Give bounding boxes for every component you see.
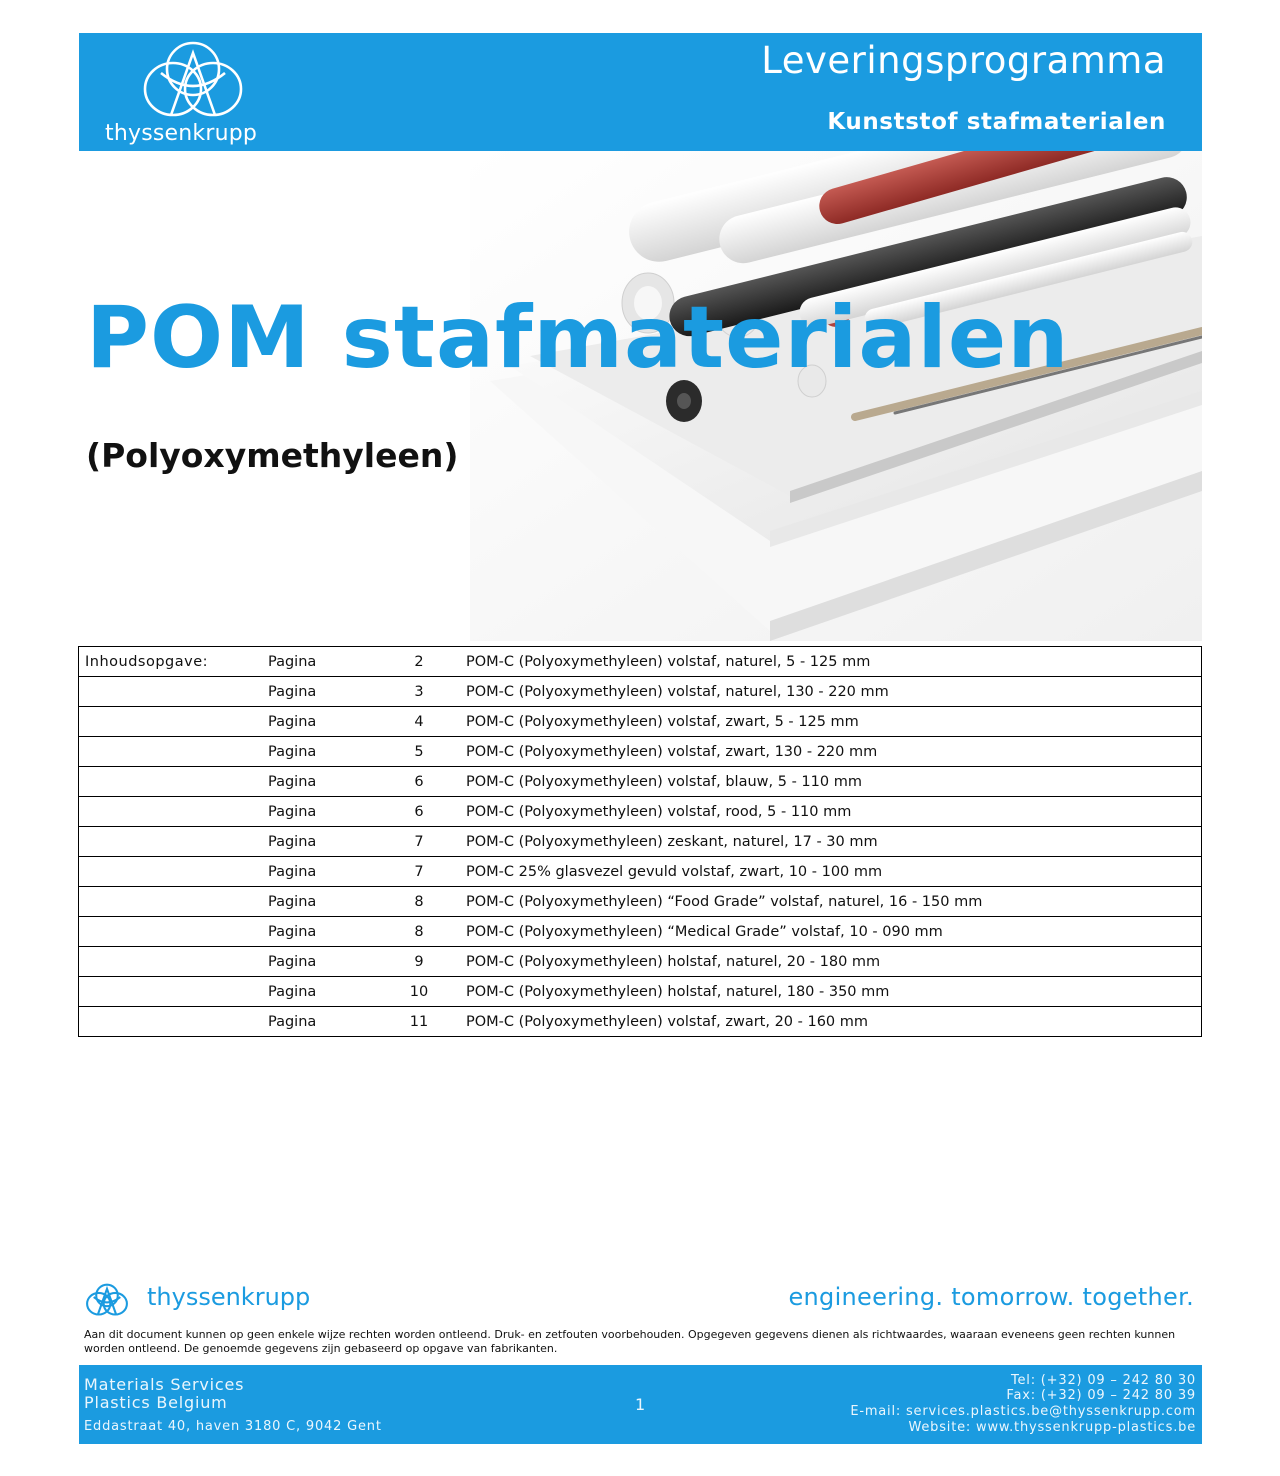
toc-page-number: 7 bbox=[378, 827, 460, 857]
toc-page-label: Pagina bbox=[268, 857, 378, 887]
toc-description: POM-C 25% glasvezel gevuld volstaf, zwart, 10 - 100 mm bbox=[460, 857, 1202, 887]
toc-description: POM-C (Polyoxymethyleen) zeskant, naturel, 17 - 30 mm bbox=[460, 827, 1202, 857]
footer-tagline: engineering. tomorrow. together. bbox=[788, 1283, 1194, 1311]
company-address: Eddastraat 40, haven 3180 C, 9042 Gent bbox=[84, 1419, 382, 1434]
company-name: Materials Services bbox=[84, 1375, 245, 1394]
toc-page-label: Pagina bbox=[268, 707, 378, 737]
toc-page-number: 11 bbox=[378, 1007, 460, 1037]
toc-page-label: Pagina bbox=[268, 647, 378, 677]
toc-page-label: Pagina bbox=[268, 917, 378, 947]
contact-fax: Fax: (+32) 09 – 242 80 39 bbox=[1006, 1388, 1196, 1403]
toc-page-number: 5 bbox=[378, 737, 460, 767]
toc-label-empty bbox=[79, 737, 269, 767]
toc-label-empty bbox=[79, 677, 269, 707]
document-title: POM stafmaterialen bbox=[86, 288, 1070, 388]
toc-label-empty bbox=[79, 767, 269, 797]
toc-page-number: 8 bbox=[378, 917, 460, 947]
document-subtitle: (Polyoxymethyleen) bbox=[86, 436, 459, 475]
toc-row bbox=[79, 887, 1202, 917]
toc-page-number: 4 bbox=[378, 707, 460, 737]
toc-table bbox=[78, 646, 1202, 1037]
toc-page-label: Pagina bbox=[268, 887, 378, 917]
toc-row bbox=[79, 797, 1202, 827]
toc-page-number: 8 bbox=[378, 887, 460, 917]
company-division: Plastics Belgium bbox=[84, 1393, 228, 1412]
toc-page-number: 2 bbox=[378, 647, 460, 677]
toc-label: Inhoudsopgave: bbox=[79, 647, 269, 677]
toc-row bbox=[79, 677, 1202, 707]
toc-row bbox=[79, 647, 1202, 677]
toc-label-empty bbox=[79, 947, 269, 977]
toc-row bbox=[79, 977, 1202, 1007]
toc-description: POM-C (Polyoxymethyleen) “Medical Grade” volstaf, 10 - 090 mm bbox=[460, 917, 1202, 947]
thyssenkrupp-logo-icon bbox=[84, 1283, 130, 1317]
toc-page-label: Pagina bbox=[268, 1007, 378, 1037]
toc-row bbox=[79, 827, 1202, 857]
toc-page-number: 10 bbox=[378, 977, 460, 1007]
toc-row bbox=[79, 917, 1202, 947]
toc-page-label: Pagina bbox=[268, 977, 378, 1007]
toc-row bbox=[79, 1007, 1202, 1037]
toc-page-label: Pagina bbox=[268, 827, 378, 857]
header-title: Leveringsprogramma bbox=[761, 39, 1166, 82]
disclaimer: Aan dit document kunnen op geen enkele wijze rechten worden ontleend. Druk- en zetfouten voorbehouden. Opgegeven gegevens dienen als richtwaardes, waaraan eveneens geen rechten kunnen worden ontleend. De genoemde gegevens zijn gebaseerd op opgave van fabrikanten. bbox=[84, 1328, 1176, 1355]
toc-label-empty bbox=[79, 797, 269, 827]
toc-label-empty bbox=[79, 827, 269, 857]
toc-page-label: Pagina bbox=[268, 797, 378, 827]
toc-label-empty bbox=[79, 917, 269, 947]
toc-description: POM-C (Polyoxymethyleen) volstaf, naturel, 5 - 125 mm bbox=[460, 647, 1202, 677]
product-image bbox=[470, 151, 1202, 641]
toc-description: POM-C (Polyoxymethyleen) “Food Grade” volstaf, naturel, 16 - 150 mm bbox=[460, 887, 1202, 917]
footer-logo-text: thyssenkrupp bbox=[147, 1283, 311, 1311]
toc-page-label: Pagina bbox=[268, 767, 378, 797]
toc-description: POM-C (Polyoxymethyleen) volstaf, rood, 5 - 110 mm bbox=[460, 797, 1202, 827]
toc-row bbox=[79, 737, 1202, 767]
toc-page-number: 7 bbox=[378, 857, 460, 887]
contact-website[interactable]: Website: www.thyssenkrupp-plastics.be bbox=[908, 1420, 1196, 1435]
toc-row bbox=[79, 857, 1202, 887]
toc-page-label: Pagina bbox=[268, 677, 378, 707]
toc-description: POM-C (Polyoxymethyleen) volstaf, naturel, 130 - 220 mm bbox=[460, 677, 1202, 707]
header-banner bbox=[79, 33, 1202, 151]
toc-description: POM-C (Polyoxymethyleen) volstaf, blauw, 5 - 110 mm bbox=[460, 767, 1202, 797]
toc-row bbox=[79, 947, 1202, 977]
toc-label-empty bbox=[79, 707, 269, 737]
toc-description: POM-C (Polyoxymethyleen) holstaf, naturel, 180 - 350 mm bbox=[460, 977, 1202, 1007]
toc-page-number: 3 bbox=[378, 677, 460, 707]
toc-description: POM-C (Polyoxymethyleen) holstaf, naturel, 20 - 180 mm bbox=[460, 947, 1202, 977]
toc-row bbox=[79, 707, 1202, 737]
footer-banner bbox=[79, 1365, 1202, 1444]
toc-page-number: 6 bbox=[378, 767, 460, 797]
header-subtitle: Kunststof stafmaterialen bbox=[827, 109, 1166, 135]
toc-description: POM-C (Polyoxymethyleen) volstaf, zwart, 130 - 220 mm bbox=[460, 737, 1202, 767]
toc-label-empty bbox=[79, 887, 269, 917]
toc-row bbox=[79, 767, 1202, 797]
contact-email[interactable]: E-mail: services.plastics.be@thyssenkrupp.com bbox=[850, 1404, 1196, 1419]
toc-description: POM-C (Polyoxymethyleen) volstaf, zwart, 5 - 125 mm bbox=[460, 707, 1202, 737]
toc-page-number: 9 bbox=[378, 947, 460, 977]
toc-label-empty bbox=[79, 857, 269, 887]
toc-page-label: Pagina bbox=[268, 947, 378, 977]
page-number: 1 bbox=[635, 1395, 646, 1414]
toc-description: POM-C (Polyoxymethyleen) volstaf, zwart, 20 - 160 mm bbox=[460, 1007, 1202, 1037]
toc-label-empty bbox=[79, 977, 269, 1007]
toc-page-label: Pagina bbox=[268, 737, 378, 767]
header-logo-text: thyssenkrupp bbox=[105, 121, 258, 146]
toc-label-empty bbox=[79, 1007, 269, 1037]
thyssenkrupp-logo-icon bbox=[141, 39, 245, 121]
toc-page-number: 6 bbox=[378, 797, 460, 827]
contact-tel: Tel: (+32) 09 – 242 80 30 bbox=[1010, 1373, 1196, 1388]
